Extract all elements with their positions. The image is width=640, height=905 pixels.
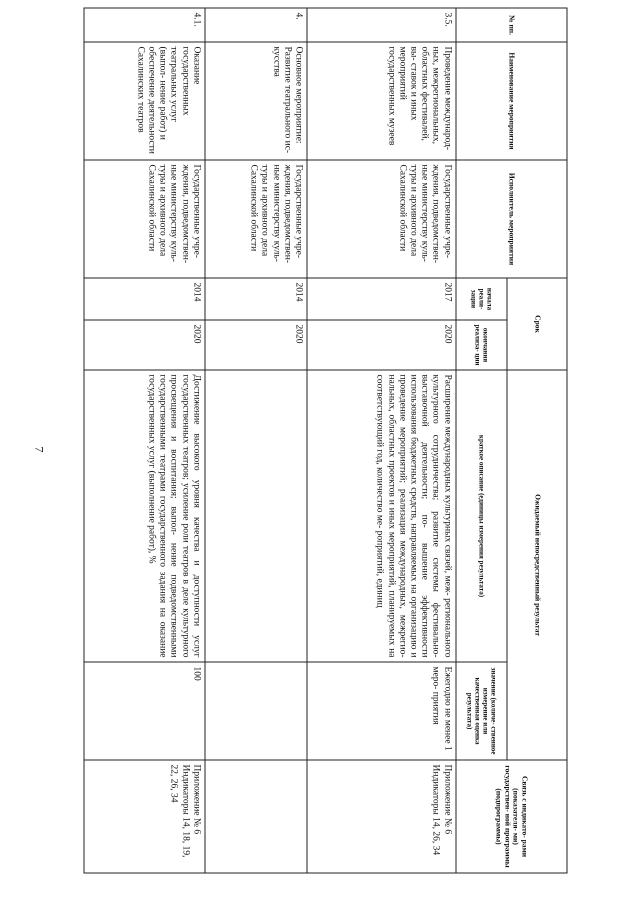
row-value: Ежегодно не менее 1 меро- приятия (306, 662, 455, 760)
row-description: Расширение международных культурных связей, меж- регионального культурного сотрудничества; развитие системы фестивально-выставочной деятельности; по- вышение эффективности использования бюджетных средств, направляемых на организацию и проведение мероприятий; реализация международных, межрегио- нальных, областных проектов и иных мероприятий, планируемых на соответствующий год, количество ме- роприятий, единиц (306, 370, 455, 662)
row-num: 4. (204, 8, 306, 42)
row-description: Достижение высокого уровня качества и доступности услуг государственных театров; усиление роли театров в деле культурного просвещения и воспитания; выпол- нение подведомственными государственными театрами государственного задания на оказание государственных услуг (выполнение работ), % (84, 370, 205, 662)
row-start: 2014 (204, 278, 306, 320)
header-name: Наименование мероприятия (455, 42, 566, 160)
header-result: Ожидаемый непосредственный результат (506, 370, 566, 760)
header-period-end: окончания реализа- ции (455, 320, 506, 370)
row-name: Оказание государственных театральных услуг (выпол- нение работ) и обеспечение деятельности Сахалинских театров (84, 42, 205, 160)
page-number: 7 (32, 446, 47, 453)
row-end: 2020 (204, 320, 306, 370)
row-start: 2014 (84, 278, 205, 320)
table-row (84, 8, 205, 873)
row-value (204, 662, 306, 760)
row-value: 100 (84, 662, 205, 760)
header-link: Связь с индикато- рами (показателя- ми) государствен- ной программы (подпрограммы) (455, 760, 566, 873)
row-num: 3.5. (306, 8, 455, 42)
row-link: Приложение № 6 Индикаторы 14, 26, 34 (306, 760, 455, 873)
row-link: Приложение № 6 Индикаторы 14, 18, 19, 22, 26, 34 (84, 760, 205, 873)
header-period: Срок (506, 278, 566, 370)
header-result-value: значение (количе- ственное измерение или качественная оценка результата) (455, 662, 506, 760)
header-row (506, 8, 566, 873)
row-name: Основное мероприятие: Развитие театрального ис- кусства (204, 42, 306, 160)
row-start: 2017 (306, 278, 455, 320)
row-name: Проведение международ- ных, межрегиональных, областных фестивалей, вы- ставок и иных мероприятий государственных музеев (306, 42, 455, 160)
row-executor: Государственные учре- ждения, подведомствен- ные министерству куль- туры и архивного дела Сахалинской области (204, 160, 306, 278)
header-result-desc: краткое описание (единицы измерения результата) (455, 370, 506, 662)
header-executor: Исполнитель мероприятия (455, 160, 566, 278)
row-link (204, 760, 306, 873)
program-measures-table (83, 8, 567, 874)
rotated-table-wrapper (83, 8, 567, 873)
row-end: 2020 (306, 320, 455, 370)
table-row (306, 8, 455, 873)
row-executor: Государственные учре- ждения, подведомствен- ные министерству куль- туры и архивного дела Сахалинской области (84, 160, 205, 278)
table-row (204, 8, 306, 873)
row-num: 4.1. (84, 8, 205, 42)
row-executor: Государственные учре- ждения, подведомствен- ные министерству куль- туры и архивного дела Сахалинской области (306, 160, 455, 278)
row-end: 2020 (84, 320, 205, 370)
row-description (204, 370, 306, 662)
header-num: № пп. (455, 8, 566, 42)
header-period-start: начала реали- зации (455, 278, 506, 320)
